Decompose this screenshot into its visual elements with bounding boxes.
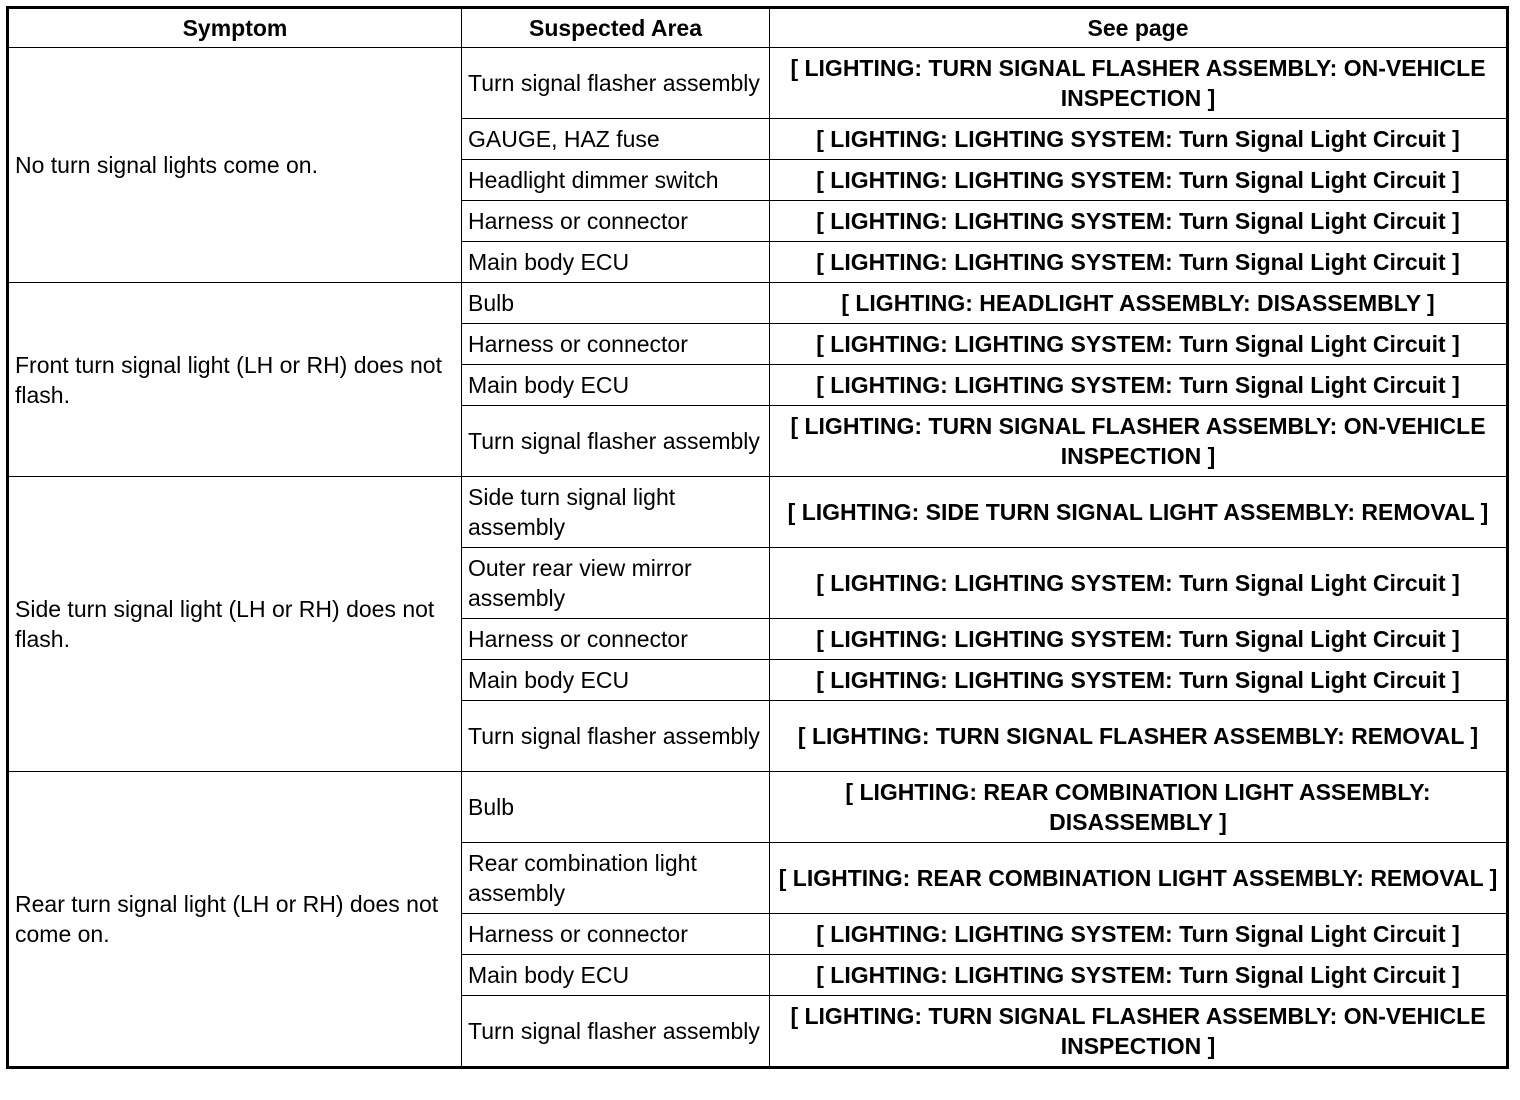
see-page-reference[interactable]: [ LIGHTING: LIGHTING SYSTEM: Turn Signal Light Circuit ] [770,160,1508,201]
suspected-area-cell: Turn signal flasher assembly [462,701,770,772]
suspected-area-cell: Harness or connector [462,619,770,660]
table-row [8,48,1508,119]
symptom-cell: Front turn signal light (LH or RH) does not flash. [8,283,462,477]
suspected-area-cell: Bulb [462,283,770,324]
table-row [8,283,1508,324]
see-page-reference[interactable]: [ LIGHTING: REAR COMBINATION LIGHT ASSEMBLY: REMOVAL ] [770,843,1508,914]
header-suspected-area: Suspected Area [462,8,770,48]
suspected-area-cell: Harness or connector [462,914,770,955]
suspected-area-cell: Main body ECU [462,955,770,996]
see-page-reference[interactable]: [ LIGHTING: REAR COMBINATION LIGHT ASSEMBLY: DISASSEMBLY ] [770,772,1508,843]
see-page-reference[interactable]: [ LIGHTING: HEADLIGHT ASSEMBLY: DISASSEMBLY ] [770,283,1508,324]
suspected-area-cell: Main body ECU [462,660,770,701]
see-page-reference[interactable]: [ LIGHTING: LIGHTING SYSTEM: Turn Signal Light Circuit ] [770,955,1508,996]
suspected-area-cell: Turn signal flasher assembly [462,996,770,1068]
suspected-area-cell: Headlight dimmer switch [462,160,770,201]
see-page-reference[interactable]: [ LIGHTING: LIGHTING SYSTEM: Turn Signal Light Circuit ] [770,201,1508,242]
suspected-area-cell: GAUGE, HAZ fuse [462,119,770,160]
suspected-area-cell: Main body ECU [462,242,770,283]
see-page-reference[interactable]: [ LIGHTING: TURN SIGNAL FLASHER ASSEMBLY: ON-VEHICLE INSPECTION ] [770,996,1508,1068]
symptom-cell: Side turn signal light (LH or RH) does not flash. [8,477,462,772]
see-page-reference[interactable]: [ LIGHTING: LIGHTING SYSTEM: Turn Signal Light Circuit ] [770,548,1508,619]
suspected-area-cell: Harness or connector [462,324,770,365]
header-see-page: See page [770,8,1508,48]
suspected-area-cell: Bulb [462,772,770,843]
see-page-reference[interactable]: [ LIGHTING: LIGHTING SYSTEM: Turn Signal Light Circuit ] [770,119,1508,160]
table-body [8,48,1508,1068]
table-row [8,477,1508,548]
see-page-reference[interactable]: [ LIGHTING: TURN SIGNAL FLASHER ASSEMBLY: ON-VEHICLE INSPECTION ] [770,406,1508,477]
see-page-reference[interactable]: [ LIGHTING: LIGHTING SYSTEM: Turn Signal Light Circuit ] [770,660,1508,701]
table-row [8,772,1508,843]
see-page-reference[interactable]: [ LIGHTING: LIGHTING SYSTEM: Turn Signal Light Circuit ] [770,619,1508,660]
header-row [8,8,1508,48]
suspected-area-cell: Main body ECU [462,365,770,406]
see-page-reference[interactable]: [ LIGHTING: LIGHTING SYSTEM: Turn Signal Light Circuit ] [770,242,1508,283]
suspected-area-cell: Outer rear view mirror assembly [462,548,770,619]
header-symptom: Symptom [8,8,462,48]
see-page-reference[interactable]: [ LIGHTING: SIDE TURN SIGNAL LIGHT ASSEMBLY: REMOVAL ] [770,477,1508,548]
see-page-reference[interactable]: [ LIGHTING: TURN SIGNAL FLASHER ASSEMBLY: ON-VEHICLE INSPECTION ] [770,48,1508,119]
symptom-cell: No turn signal lights come on. [8,48,462,283]
suspected-area-cell: Turn signal flasher assembly [462,48,770,119]
suspected-area-cell: Side turn signal light assembly [462,477,770,548]
troubleshooting-table [6,6,1509,1069]
suspected-area-cell: Harness or connector [462,201,770,242]
see-page-reference[interactable]: [ LIGHTING: LIGHTING SYSTEM: Turn Signal Light Circuit ] [770,914,1508,955]
suspected-area-cell: Turn signal flasher assembly [462,406,770,477]
see-page-reference[interactable]: [ LIGHTING: LIGHTING SYSTEM: Turn Signal Light Circuit ] [770,324,1508,365]
symptom-cell: Rear turn signal light (LH or RH) does not come on. [8,772,462,1068]
see-page-reference[interactable]: [ LIGHTING: LIGHTING SYSTEM: Turn Signal Light Circuit ] [770,365,1508,406]
see-page-reference[interactable]: [ LIGHTING: TURN SIGNAL FLASHER ASSEMBLY: REMOVAL ] [770,701,1508,772]
suspected-area-cell: Rear combination light assembly [462,843,770,914]
